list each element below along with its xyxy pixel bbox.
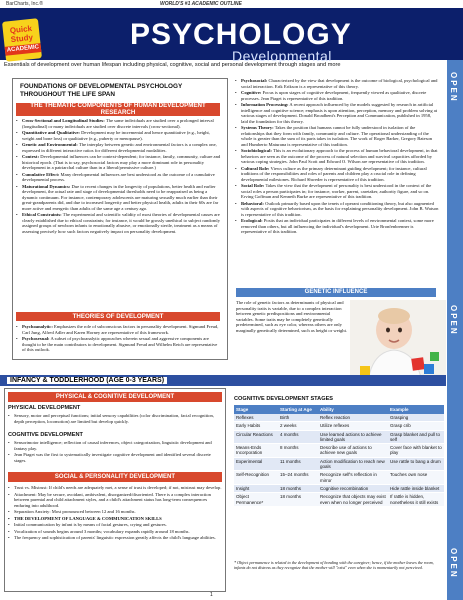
table-cell: Utilize reflexes — [318, 422, 388, 430]
table-row — [234, 414, 444, 422]
list-item: • Cultural Role: Views culture as the primary determinant guiding development; for instance, cultural traditions of the responsibilities and roles of parents and children play a crucial role in defining developmental milestones. Richard Shweder is representative of this tradition. — [235, 166, 439, 183]
list-item: • Initial communication by infant is by means of facial gestures, crying and gestures. — [8, 522, 222, 528]
list-item: • Social Role: Takes the view that the development of personality is best understood in the context of the social roles a person participates in; for instance, worker, parent, caretaker, authority figure, and so on. Erving Goffman and Kenneth Burke are representative of this tradition. — [235, 183, 439, 200]
table-cell: 15–24 months — [278, 471, 318, 485]
table-cell: Experimental — [234, 457, 278, 471]
list-item: • Genetic and Environmental: The interplay between genetic and environmental factors is a complex one, expressed in different interactive ratios for different developmental modalities. — [16, 142, 222, 153]
logo-text-top: Quick — [9, 23, 33, 36]
stages-table-title: COGNITIVE DEVELOPMENT STAGES — [234, 396, 334, 402]
list-item: • Systems Theory: Takes the position that humans cannot be fully understood in isolation of the relationships that they form with family, community and culture. The operational understanding of the whole is greater than the sum of its parts takes in isolation. The work of Roger Barker, Gregory Bateson and Humberto Maturana is representative of this tradition. — [235, 125, 439, 147]
column-header: Starting at Age — [278, 405, 318, 414]
table-cell: Recognize self's reflection in mirror — [318, 471, 388, 485]
table-header-row — [234, 405, 444, 414]
table-cell: 18 months — [278, 493, 318, 507]
list-item: • Cognitive: Focus is upon stages of cognitive development, frequently viewed as qualitative, discrete processes. Jean Piaget is representative of this tradition. — [235, 90, 439, 101]
table-cell: Action modification to reach new goals — [318, 457, 388, 471]
table-cell: Means-Ends Incorporation — [234, 444, 278, 458]
logo-text-mid: Study — [10, 32, 34, 45]
table-cell: Recognize that objects may exist even when no longer perceived — [318, 493, 388, 507]
table-cell: Birth — [278, 414, 318, 422]
table-row — [234, 430, 444, 444]
list-item: • Psychosocial: Characterized by the view that development is the outcome of biological, psychological and social interaction. Erik Erikson is a representative of this theory. — [235, 78, 439, 89]
table-cell: Reflex reaction — [318, 414, 388, 422]
table-cell: Hide rattle inside blanket — [388, 484, 444, 492]
theories-list — [16, 324, 222, 354]
table-cell: Grasp crib — [388, 422, 444, 430]
list-item: • The frequency and sophistication of parents' linguistic expression greatly affects the child's language abilities. — [8, 535, 222, 541]
infancy-title: INFANCY & TODDLERHOOD (AGE 0-3 YEARS) — [7, 377, 167, 384]
list-item: • Behavioral: Outlook primarily based upon the tenets of operant conditioning theory, but also augmented with aspects of cognitive behaviorism, as the basis for explaining personality development. John B. Watson is representative of this tradition. — [235, 201, 439, 218]
table-cell: Circular Reactions — [234, 430, 278, 444]
table-cell: 18 months — [278, 484, 318, 492]
list-item: • Sociobiological: This is an evolutionary approach to the process of human behavioral development, in that behaviors are seen as the outcome of the process of natural selection and survival capacities afforded by various coping strategies. John Paul Scott and Edward O. Wilson are representative of this tradition. — [235, 148, 439, 165]
table-cell: Object Permanence* — [234, 493, 278, 507]
table-cell: Cognitive recombination — [318, 484, 388, 492]
table-row — [234, 457, 444, 471]
table-cell: Insight — [234, 484, 278, 492]
list-item: • Context: Developmental influences can be context-dependent; for instance, family, community, culture and historical epoch. (That is to say, psychosocial factors may play a more dominant role in personality development in a patriarchal culture than in a liberal/permissive culture.) — [16, 154, 222, 171]
table-cell: Early Habits — [234, 422, 278, 430]
table-cell: 2 weeks — [278, 422, 318, 430]
quickstudy-logo — [2, 18, 42, 62]
list-item: • Quantitative and Qualitative: Development may be incremental and hence quantitative (e.g., height, weight and bone loss) or qualitative (e.g., puberty or menopause). — [16, 130, 222, 141]
list-item: • Trust vs. Mistrust: If child's needs are adequately met, a sense of trust is developed; if not, mistrust may develop. — [8, 485, 222, 491]
table-cell: Describe use of actions to achieve new goals — [318, 444, 388, 458]
list-item: • Ethical Constraints: The experimental and scientific validity of most theories of developmental causes are clearly established due to ethical constraints; for instance, it would be grossly unethical to subject randomly assigned groups of newborn infants to emotionally abusive, or emotionally sterile, treatment as a means of assessing precisely how such factors negatively impact on personality development. — [16, 212, 222, 234]
list-item: • Ecological: Posits that an individual participates in different levels of environmental context, some more removed than others, but all influencing the individual's development. Urie Bronfenbrenner is representative of this tradition. — [235, 218, 439, 235]
table-cell: Touches own nose — [388, 471, 444, 485]
table-cell: If rattle is hidden, nonetheless it still exists — [388, 493, 444, 507]
cognitive-stages-table — [234, 405, 444, 507]
foundations-heading: FOUNDATIONS OF DEVELOPMENTAL PSYCHOLOGY THROUGHOUT THE LIFE SPAN — [20, 83, 183, 98]
page-title: PSYCHOLOGY — [130, 18, 352, 51]
cognitive-list — [8, 440, 222, 464]
table-cell: 4 months — [278, 430, 318, 444]
table-row — [234, 493, 444, 507]
theories-band: THEORIES OF DEVELOPMENT — [16, 312, 220, 321]
list-item: • Cumulative Effect: Many developmental influences are best understood as the outcome of a cumulative developmental process. — [16, 172, 222, 183]
list-item: • Jean Piaget was the first to systematically investigate cognitive development and identified several discrete stages. — [8, 452, 222, 463]
table-cell: Grasping — [388, 414, 444, 422]
table-row — [234, 471, 444, 485]
column-header: Ability — [318, 405, 388, 414]
list-item: • Psychosexual: A subset of psychoanalytic approaches wherein sexual and aggressive components are thought to be the main contributors to development. Sigmund Freud and Wilhelm Reich are representative of this outlook. — [16, 336, 222, 353]
theories-continued-list — [235, 78, 439, 236]
outline-slogan: WORLD'S #1 ACADEMIC OUTLINE — [160, 1, 242, 7]
physical-list — [8, 413, 222, 425]
cognitive-heading: COGNITIVE DEVELOPMENT — [8, 432, 83, 438]
side-word-middle: OPEN — [449, 305, 458, 336]
side-word-top: OPEN — [449, 72, 458, 103]
social-list — [8, 485, 222, 542]
table-cell: Cover face with blanket to play — [388, 444, 444, 458]
table-cell: Self-Recognition — [234, 471, 278, 485]
genetic-influence-text: The role of genetic factors as determinants of physical and personality traits is variable, due to a complex interaction between genetic predispositions and environmental variables. Some traits may be completely genetically predetermined, such as eye color, whereas others are only marginally genetically determined, such as height or weight. — [236, 300, 348, 333]
logo-text-bottom: ACADEMIC — [5, 43, 42, 56]
column-header: Stage — [234, 405, 278, 414]
thematic-components-band: THE THEMATIC COMPONENTS OF HUMAN DEVELOPMENT RESEARCH — [16, 103, 220, 116]
table-row — [234, 444, 444, 458]
table-row — [234, 422, 444, 430]
table-cell: Grasp blanket and pull to self — [388, 430, 444, 444]
genetic-influence-band: GENETIC INFLUENCE — [236, 288, 436, 297]
table-cell: Use rattle to bang a drum — [388, 457, 444, 471]
list-item: • Sensory, motor and perceptual functions; initial sensory capabilities (color discrimination, facial recognition, depth perception, locomotion) are limited but develop quickly. — [8, 413, 222, 424]
list-item: • Cross-Sectional and Longitudinal Studies: The same individuals are studied over a prolonged interval (longitudinal) or many individuals are studied over discrete intervals (cross-sectional). — [16, 118, 222, 129]
physical-heading: PHYSICAL DEVELOPMENT — [8, 405, 81, 411]
page-number: 1 — [210, 592, 213, 598]
list-item: • Maturational Dynamics: Due to recent changes in the longevity of populations, better health and earlier development, the actual rate and stage of developmental thresholds need to be reappraised as being a dynamic continuum. For instance, contemporary adolescents are maturing sexually much earlier than their great-grandparents did, and due to increased longevity and better physical health, adults in their 60s are far more active and energetic than adults of the same age a century ago. — [16, 184, 222, 212]
baby-photo — [350, 300, 446, 382]
social-personality-band: SOCIAL & PERSONALITY DEVELOPMENT — [8, 472, 222, 482]
list-item: • THE DEVELOPMENT OF LANGUAGE & COMMUNICATION SKILLS — [8, 516, 222, 522]
top-strip — [0, 0, 463, 8]
list-item: • Attachment: May be secure, avoidant, ambivalent, disorganized/disoriented. There is a complex interaction between parental and child attachment styles, and a child's attachment status has long-term consequences enduring into adulthood. — [8, 492, 222, 509]
header-banner — [0, 8, 463, 64]
publisher-name: BarCharts, Inc.® — [6, 1, 44, 7]
tagline: Essentials of development over human lifespan including physical, cognitive, social and personal development through stages and more — [4, 62, 341, 68]
page-subtitle: Developmental — [232, 48, 332, 64]
table-cell: Reflexes — [234, 414, 278, 422]
list-item: • Information Processing: A recent approach influenced by the models suggested by research in artificial intelligence and cognitive science; emphasis is upon attention, perception, memory and problem solving at various stages of development. Donald Broadbent's Perception and Communication, published in 1958, laid the foundation for this theory. — [235, 102, 439, 124]
list-item: • Psychoanalytic: Emphasizes the role of subconscious factors in personality development. Sigmund Freud, Carl Jung, Alfred Adler and Karen Horney are representative of this framework. — [16, 324, 222, 335]
thematic-list — [16, 118, 222, 235]
table-row — [234, 484, 444, 492]
table-cell: 8 months — [278, 444, 318, 458]
side-word-bottom: OPEN — [449, 548, 458, 579]
physical-cognitive-band: PHYSICAL & COGNITIVE DEVELOPMENT — [8, 392, 222, 402]
stages-footnote: * Object permanence is related to the development of bonding with the caregiver; hence, if the mother leaves the room, infants do not distress as they recognize that the mother will "exist" even when she is momentarily not perceived. — [234, 560, 434, 570]
list-item: • Separation Anxiety: Most pronounced between 12 and 16 months. — [8, 509, 222, 515]
list-item: • Vocalization of sounds begins around 3 months; vocabulary expands rapidly around 18 months. — [8, 529, 222, 535]
list-item: • Sensorimotor intelligence; reflection of causal inferences, object categorization, linguistic development and fantasy play. — [8, 440, 222, 451]
column-header: Example — [388, 405, 444, 414]
table-cell: Use learned actions to achieve limited goals — [318, 430, 388, 444]
table-cell: 11 months — [278, 457, 318, 471]
